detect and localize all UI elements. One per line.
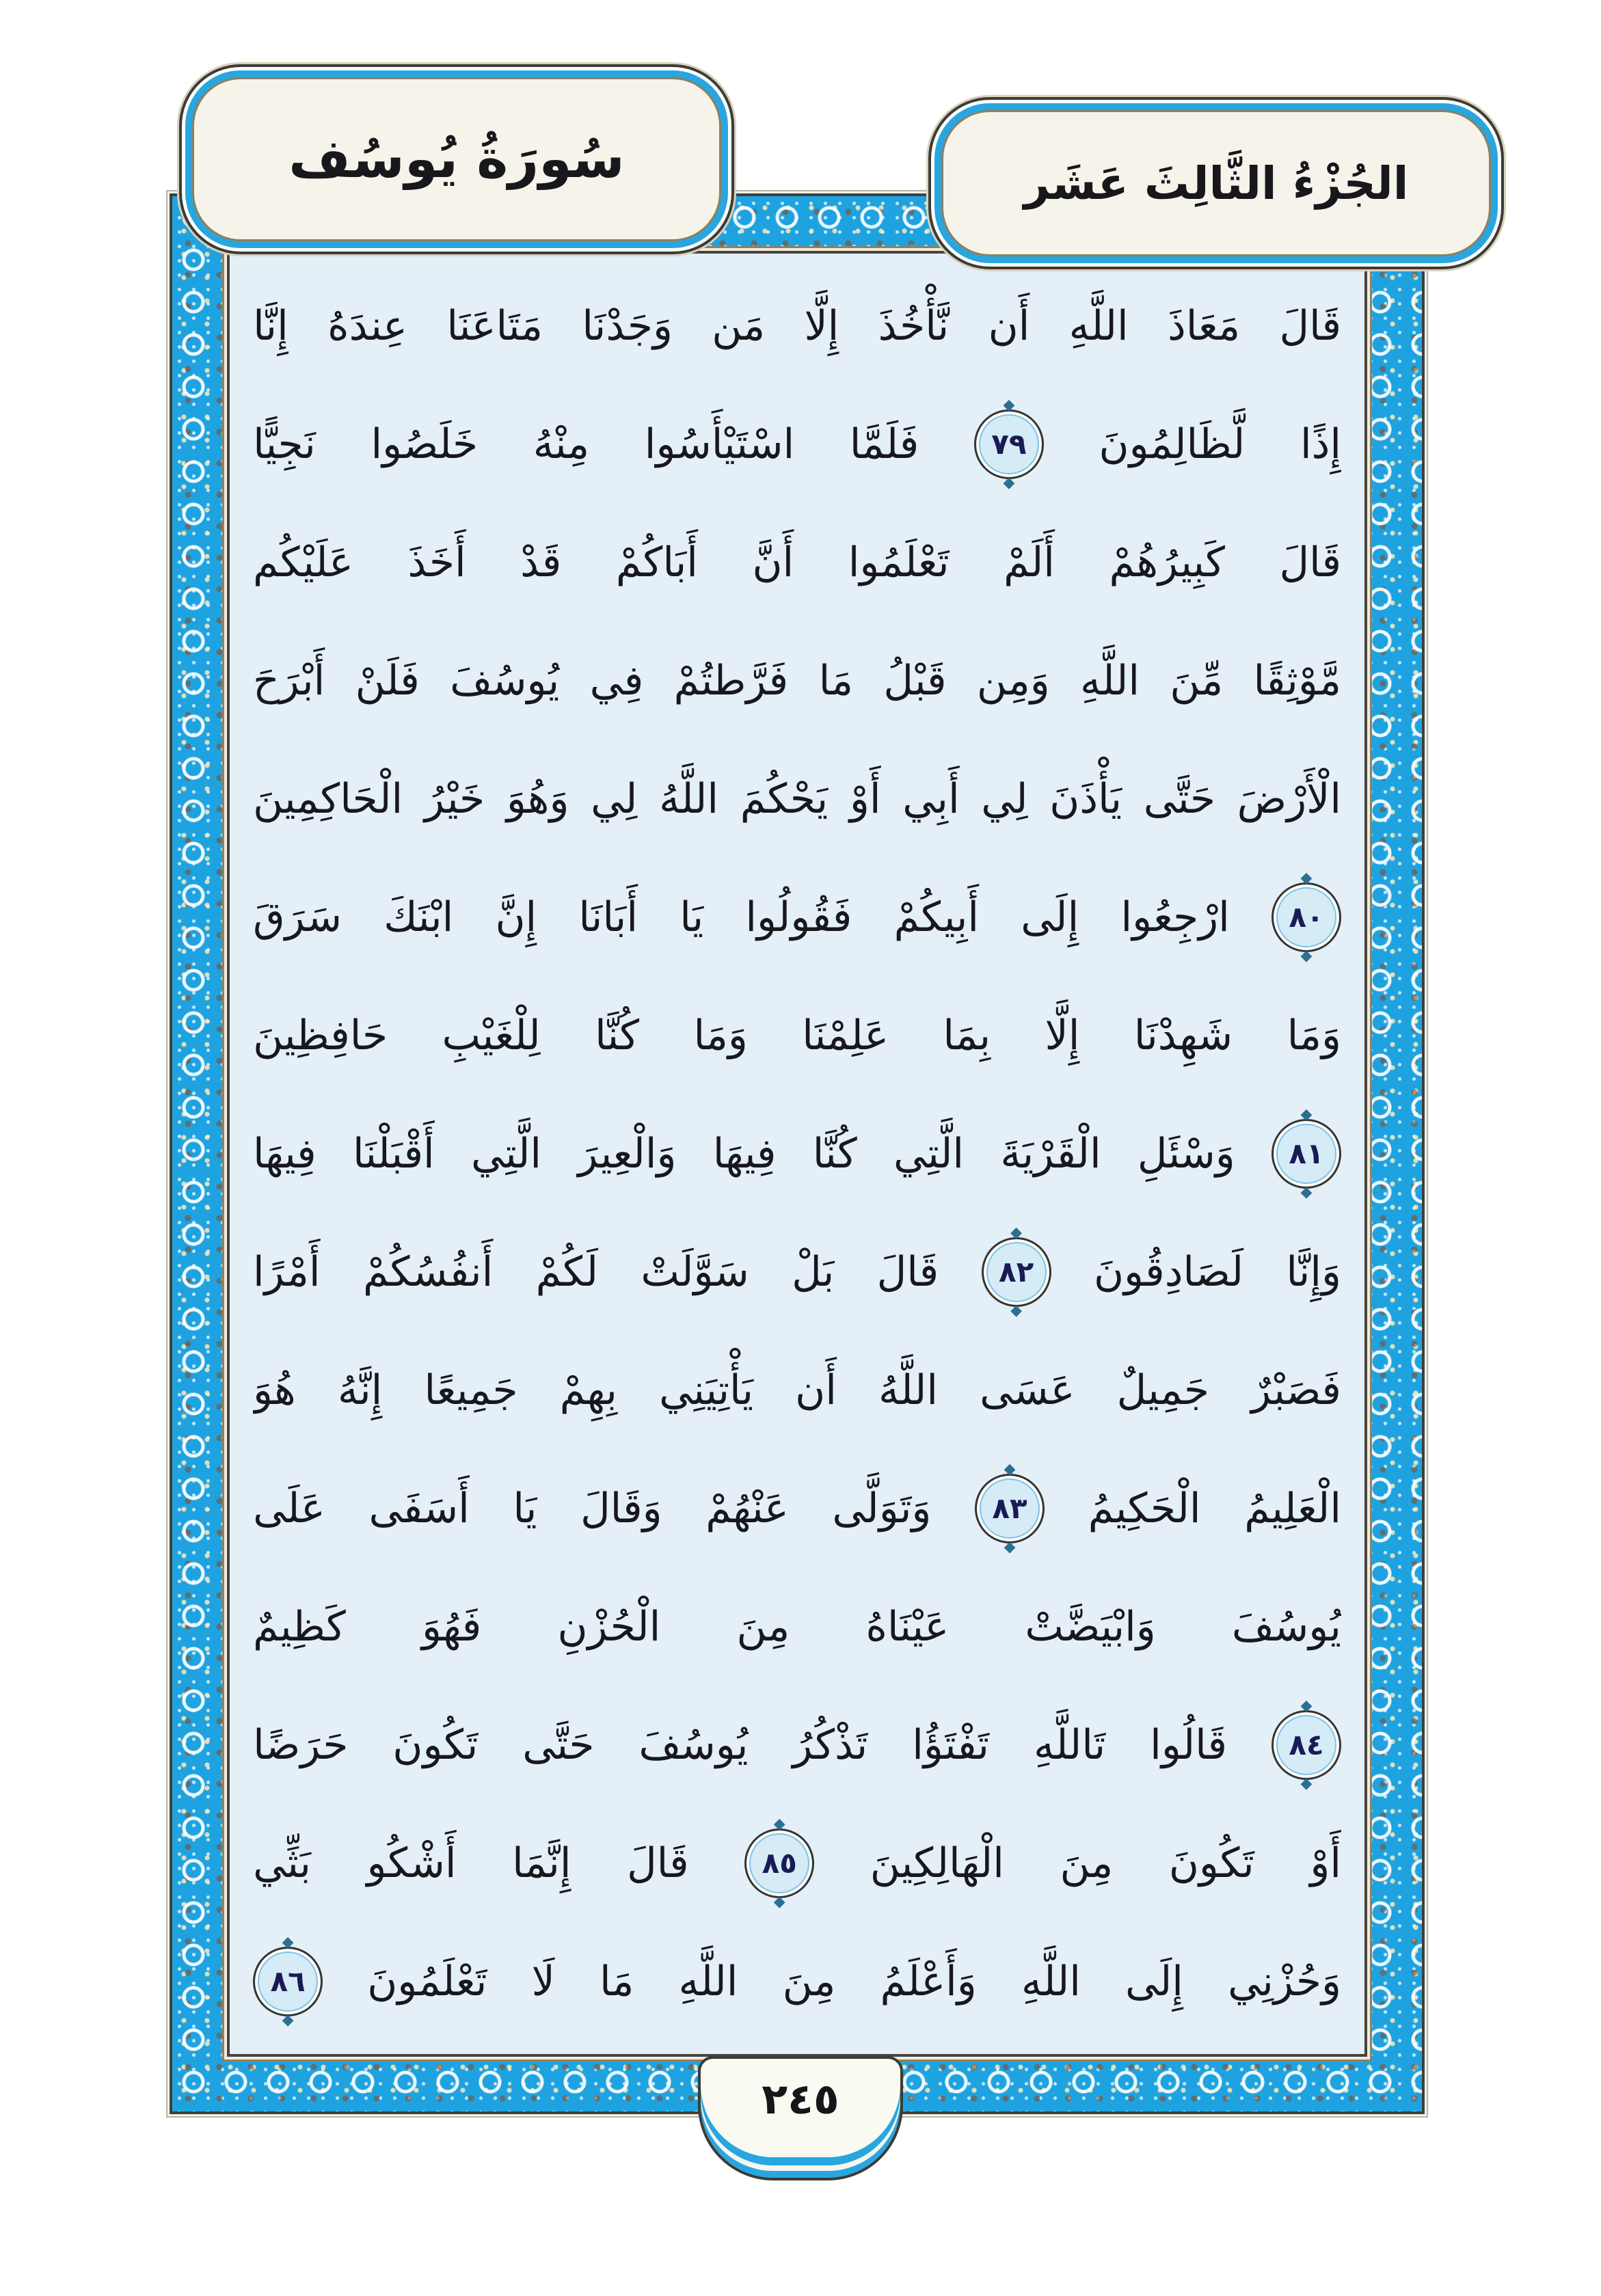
quran-word: مَتَاعَنَا — [446, 301, 543, 350]
quran-line-12 — [253, 1572, 1341, 1682]
quran-word: وَأَعْلَمُ — [880, 1957, 977, 2005]
quran-word: مَن — [712, 301, 766, 350]
quran-word: اللَّهِ — [1068, 301, 1129, 350]
quran-word: يُوسُفَ — [1231, 1602, 1341, 1651]
quran-word: وَمَا — [693, 1011, 748, 1059]
quran-word: الَّتِي — [893, 1129, 965, 1178]
quran-word: إِنَّ — [495, 893, 537, 941]
quran-word: بِهِمْ — [559, 1366, 618, 1414]
quran-word: لَصَادِقُونَ — [1093, 1247, 1244, 1296]
quran-word: تَعْلَمُونَ — [367, 1957, 487, 2005]
quran-word: نَّأْخُذَ — [878, 301, 950, 350]
quran-line-13 — [253, 1690, 1341, 1800]
quran-word: جَمِيعًا — [424, 1366, 518, 1414]
text-panel — [227, 251, 1367, 2057]
quran-word: الْحُزْنِ — [557, 1602, 661, 1651]
quran-word: إِذًا — [1300, 420, 1341, 468]
quran-word: عَلَيْكُم — [253, 538, 353, 586]
quran-word: فَهُوَ — [421, 1602, 482, 1651]
quran-word: حَتَّى — [522, 1720, 595, 1769]
quran-word: مِنَ — [1060, 1839, 1114, 1887]
quran-word: حَتَّى — [1143, 774, 1215, 823]
quran-word: سَرَقَ — [253, 893, 342, 941]
quran-word: إِلَى — [1125, 1957, 1183, 2005]
quran-word: جَمِيلٌ — [1116, 1366, 1209, 1414]
quran-word: ابْنَكَ — [384, 893, 454, 941]
quran-word: كَظِيمٌ — [253, 1602, 346, 1651]
quran-word: بَلْ — [792, 1247, 835, 1296]
quran-word: لَا — [531, 1957, 555, 2005]
quran-word: شَهِدْنَا — [1133, 1011, 1233, 1059]
quran-word: اللَّهِ — [678, 1957, 738, 2005]
verse-marker-٨٦: ◆ ٨٦ ◆ — [253, 1947, 323, 2016]
quran-word: كَبِيرُهُمْ — [1109, 538, 1225, 586]
quran-word: أَبَانَا — [578, 893, 638, 941]
quran-word: أَن — [795, 1366, 837, 1414]
quran-word: فَرَّطتُمْ — [673, 656, 789, 705]
quran-word: فَقُولُوا — [745, 893, 852, 941]
quran-word: لَّظَالِمُونَ — [1099, 420, 1246, 468]
quran-word: إِلَى — [1021, 893, 1079, 941]
verse-marker-٨٢: ◆ ٨٢ ◆ — [982, 1237, 1051, 1307]
quran-line-8 — [253, 1099, 1341, 1208]
quran-word: أَبِيكُمْ — [893, 893, 980, 941]
quran-word: قَالَ — [627, 1839, 689, 1887]
quran-word: الْحَاكِمِينَ — [253, 774, 403, 823]
surah-title-cartouche — [179, 64, 734, 254]
verse-marker-٨٥: ◆ ٨٥ ◆ — [744, 1828, 814, 1898]
quran-word: كُنَّا — [595, 1011, 640, 1059]
quran-line-7 — [253, 981, 1341, 1090]
quran-word: حَافِظِينَ — [253, 1011, 388, 1059]
quran-word: مَعَاذَ — [1168, 301, 1241, 350]
quran-line-3 — [253, 508, 1341, 617]
quran-word: فِيهَا — [253, 1129, 317, 1178]
surah-title: سُورَةُ يُوسُف — [288, 129, 625, 190]
quran-word: فَصَبْرٌ — [1251, 1366, 1341, 1414]
quran-line-10 — [253, 1336, 1341, 1445]
quran-word: أَلَمْ — [1004, 538, 1055, 586]
quran-word: مَا — [599, 1957, 634, 2005]
quran-word: اللَّهِ — [1080, 656, 1140, 705]
quran-word: وَمِن — [976, 656, 1050, 705]
quran-word: يَأْذَنَ — [1049, 774, 1122, 823]
quran-word: اللَّهُ — [878, 1366, 939, 1414]
quran-line-4 — [253, 626, 1341, 735]
quran-word: فِي — [589, 656, 644, 705]
quran-word: أَبْرَحَ — [253, 656, 325, 705]
quran-word: اسْتَيْأَسُوا — [644, 420, 795, 468]
quran-word: تَكُونَ — [1168, 1839, 1254, 1887]
quran-word: خَيْرُ — [424, 774, 485, 823]
quran-word: قَالَ — [1279, 301, 1341, 350]
quran-word: مَّوْثِقًا — [1253, 656, 1341, 705]
quran-word: يُوسُفَ — [450, 656, 560, 705]
quran-word: عَنْهُمْ — [705, 1484, 789, 1532]
quran-word: مَا — [818, 656, 853, 705]
quran-word: مِنْهُ — [533, 420, 590, 468]
verse-marker-٨٠: ◆ ٨٠ ◆ — [1272, 882, 1341, 952]
quran-word: لَكُمْ — [535, 1247, 598, 1296]
quran-line-6 — [253, 863, 1341, 972]
quran-word: أَخَذَ — [407, 538, 466, 586]
quran-word: لِي — [981, 774, 1028, 823]
quran-word: تَفْتَؤُا — [912, 1720, 990, 1769]
quran-word: أَقْبَلْنَا — [353, 1129, 435, 1178]
quran-word: وَمَا — [1287, 1011, 1341, 1059]
quran-line-14 — [253, 1809, 1341, 1918]
verse-marker-٨٣: ◆ ٨٣ ◆ — [975, 1474, 1045, 1543]
quran-word: إِنَّهُ — [337, 1366, 383, 1414]
quran-word: وَابْيَضَّتْ — [1025, 1602, 1156, 1651]
quran-word: يَا — [513, 1484, 537, 1532]
quran-word: فَلَنْ — [355, 656, 420, 705]
quran-word: سَوَّلَتْ — [641, 1247, 749, 1296]
quran-word: وَهُوَ — [506, 774, 569, 823]
quran-word: اللَّهِ — [1021, 1957, 1081, 2005]
quran-line-5 — [253, 744, 1341, 854]
quran-word: مِنَ — [736, 1602, 790, 1651]
quran-word: أَبِي — [902, 774, 960, 823]
quran-word: مِّنَ — [1170, 656, 1224, 705]
quran-line-9 — [253, 1217, 1341, 1327]
quran-word: قَدْ — [520, 538, 562, 586]
quran-word: وَتَوَلَّى — [832, 1484, 932, 1532]
quran-word: عِندَهُ — [327, 301, 407, 350]
quran-word: فَلَمَّا — [849, 420, 919, 468]
quran-word: بِمَا — [943, 1011, 991, 1059]
quran-word: تَاللَّهِ — [1033, 1720, 1106, 1769]
quran-word: أَوْ — [849, 774, 881, 823]
quran-line-11 — [253, 1454, 1341, 1563]
quran-word: هُوَ — [253, 1366, 296, 1414]
quran-word: تَكُونَ — [392, 1720, 479, 1769]
quran-word: الَّتِي — [471, 1129, 542, 1178]
page-number-tab — [698, 2056, 903, 2180]
quran-word: إِنَّمَا — [512, 1839, 571, 1887]
quran-word: إِلَّا — [804, 301, 839, 350]
quran-word: قَالَ — [876, 1247, 939, 1296]
quran-word: لِلْغَيْبِ — [442, 1011, 541, 1059]
quran-word: يَأْتِيَنِي — [659, 1366, 754, 1414]
quran-word: عَلِمْنَا — [802, 1011, 889, 1059]
quran-word: عَلَى — [253, 1484, 325, 1532]
quran-word: أَمْرًا — [253, 1247, 321, 1296]
quran-word: يُوسُفَ — [638, 1720, 749, 1769]
quran-word: أَن — [988, 301, 1030, 350]
quran-word: أَسَفَى — [368, 1484, 470, 1532]
quran-word: الْحَكِيمُ — [1088, 1484, 1201, 1532]
quran-line-15 — [253, 1927, 1341, 2036]
quran-word: وَجَدْنَا — [582, 301, 673, 350]
quran-word: اللَّهُ — [659, 774, 719, 823]
verse-marker-٧٩: ◆ ٧٩ ◆ — [974, 409, 1044, 479]
quran-word: الْهَالِكِينَ — [870, 1839, 1004, 1887]
quran-word: مِنَ — [782, 1957, 836, 2005]
quran-word: عَسَى — [980, 1366, 1075, 1414]
decorative-border-frame — [170, 193, 1425, 2114]
quran-word: قَالُوا — [1150, 1720, 1228, 1769]
quran-word: لِي — [591, 774, 638, 823]
quran-word: عَيْنَاهُ — [865, 1602, 950, 1651]
quran-word: خَلَصُوا — [371, 420, 479, 468]
quran-word: أَشْكُو — [366, 1839, 457, 1887]
quran-word: حَرَضًا — [253, 1720, 349, 1769]
quran-word: وَقَالَ — [580, 1484, 662, 1532]
verse-marker-٨١: ◆ ٨١ ◆ — [1272, 1119, 1341, 1189]
quran-word: فِيهَا — [712, 1129, 777, 1178]
quran-word: أَوْ — [1310, 1839, 1341, 1887]
quran-word: الْقَرْيَةَ — [1000, 1129, 1101, 1178]
quran-word: إِنَّا — [253, 301, 288, 350]
verse-marker-٨٤: ◆ ٨٤ ◆ — [1272, 1710, 1341, 1780]
juz-title-cartouche — [928, 97, 1504, 269]
quran-word: كُنَّا — [812, 1129, 857, 1178]
quran-word: الْعَلِيمُ — [1244, 1484, 1341, 1532]
quran-word: وَحُزْنِي — [1228, 1957, 1341, 2005]
quran-word: قَبْلُ — [883, 656, 947, 705]
quran-word: أَنفُسُكُمْ — [362, 1247, 494, 1296]
quran-word: ارْجِعُوا — [1120, 893, 1230, 941]
quran-word: تَذْكُرُ — [792, 1720, 868, 1769]
quran-word: وَالْعِيرَ — [578, 1129, 677, 1178]
quran-line-2 — [253, 390, 1341, 499]
quran-word: نَجِيًّا — [253, 420, 316, 468]
page-number: ٢٤٥ — [762, 2074, 839, 2124]
quran-word: بَثِّي — [253, 1839, 311, 1887]
quran-word: وَسْئَلِ — [1137, 1129, 1235, 1178]
quran-word: يَحْكُمَ — [740, 774, 829, 823]
juz-title: الجُزْءُ الثَّالِثَ عَشَر — [1023, 157, 1409, 210]
quran-word: قَالَ — [1279, 538, 1341, 586]
quran-line-1 — [253, 271, 1341, 381]
quran-word: إِلَّا — [1045, 1011, 1080, 1059]
quran-word: يَا — [680, 893, 704, 941]
quran-word: تَعْلَمُوا — [848, 538, 950, 586]
quran-word: أَنَّ — [752, 538, 794, 586]
quran-text-area — [253, 271, 1341, 2036]
quran-word: وَإِنَّا — [1286, 1247, 1341, 1296]
quran-word: الْأَرْضَ — [1237, 774, 1341, 823]
quran-word: أَبَاكُمْ — [615, 538, 698, 586]
